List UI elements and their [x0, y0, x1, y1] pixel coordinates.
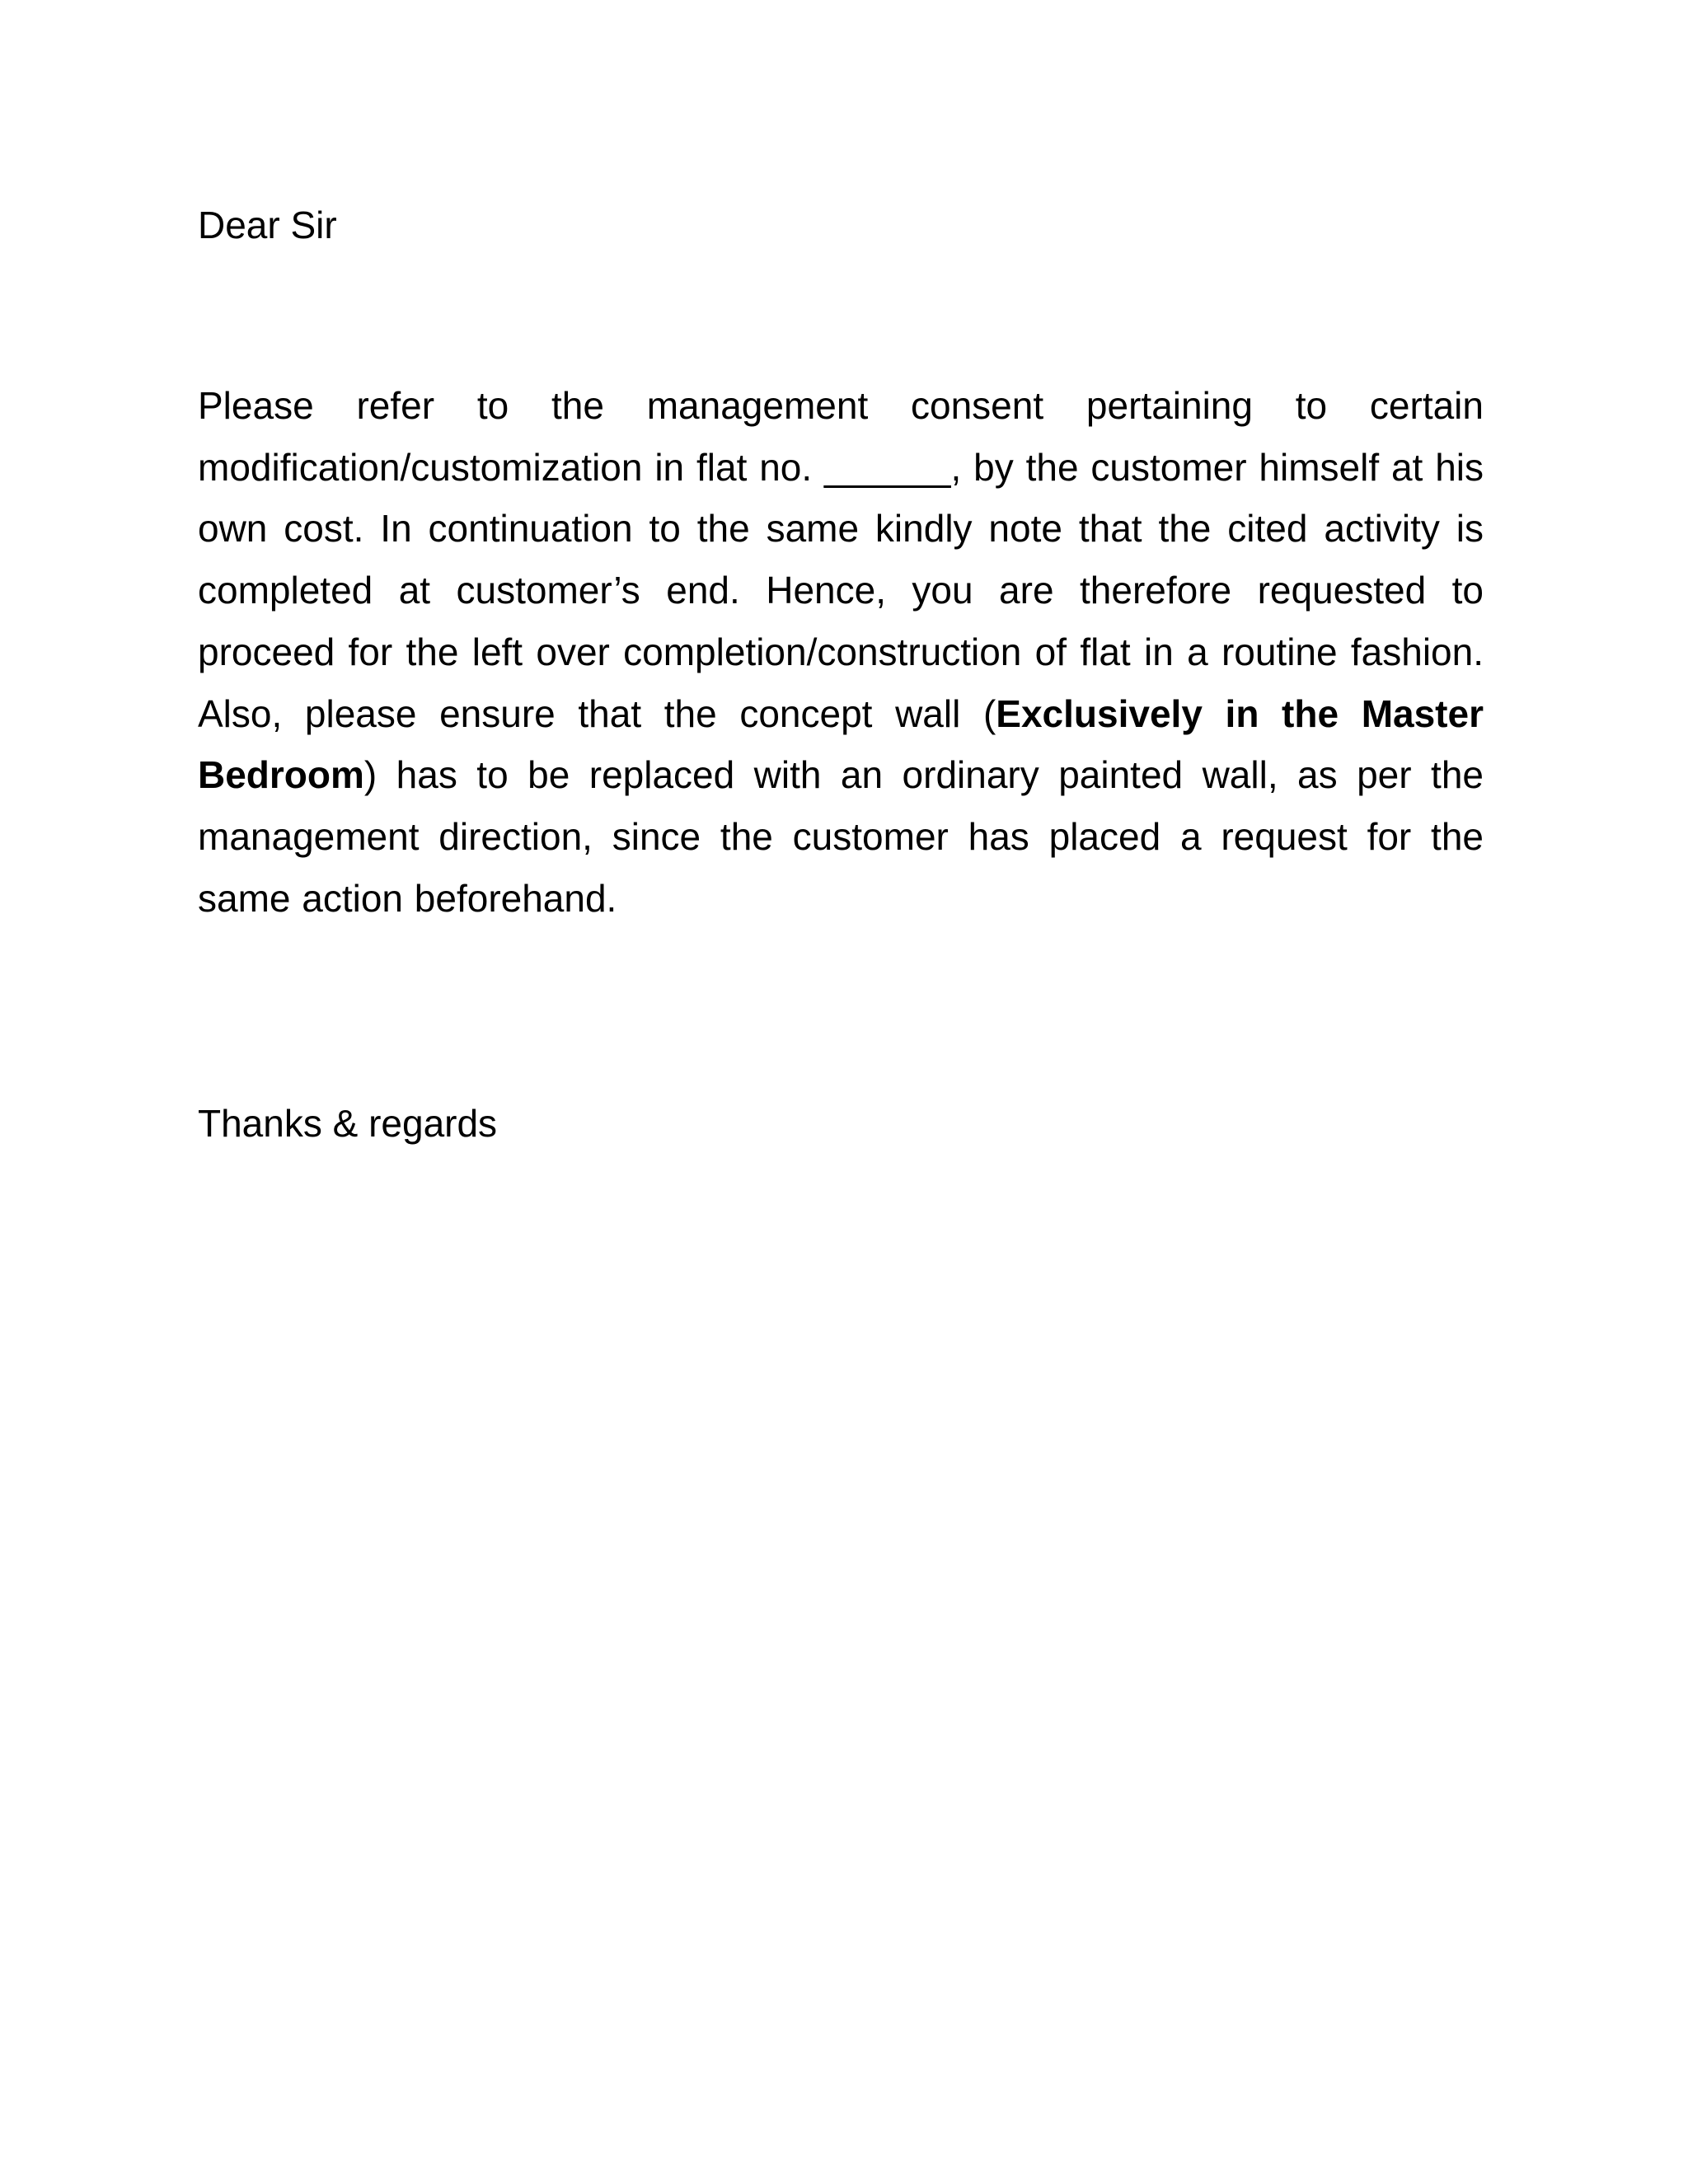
body-paragraph [198, 375, 1484, 929]
paragraph-text-part-1: Please refer to the management consent pertaining to certain modification/customization in flat no. ______, by the customer himself at his own cost. In continuation to the same kindly note that the cited activity is completed at customer’s end. Hence, you are therefore requested to proceed for the left over completion/construction of flat in a routine fashion. Also, please ensure that the concept wall ( [198, 384, 1484, 735]
paragraph-text-part-2: ) has to be replaced with an ordinary painted wall, as per the management direction, since the customer has placed a request for the same action beforehand. [198, 753, 1484, 920]
emphasis-text: Exclusively in the Master Bedroom [198, 691, 1484, 797]
closing-line: Thanks & regards [198, 1102, 498, 1145]
salutation: Dear Sir [198, 204, 337, 246]
